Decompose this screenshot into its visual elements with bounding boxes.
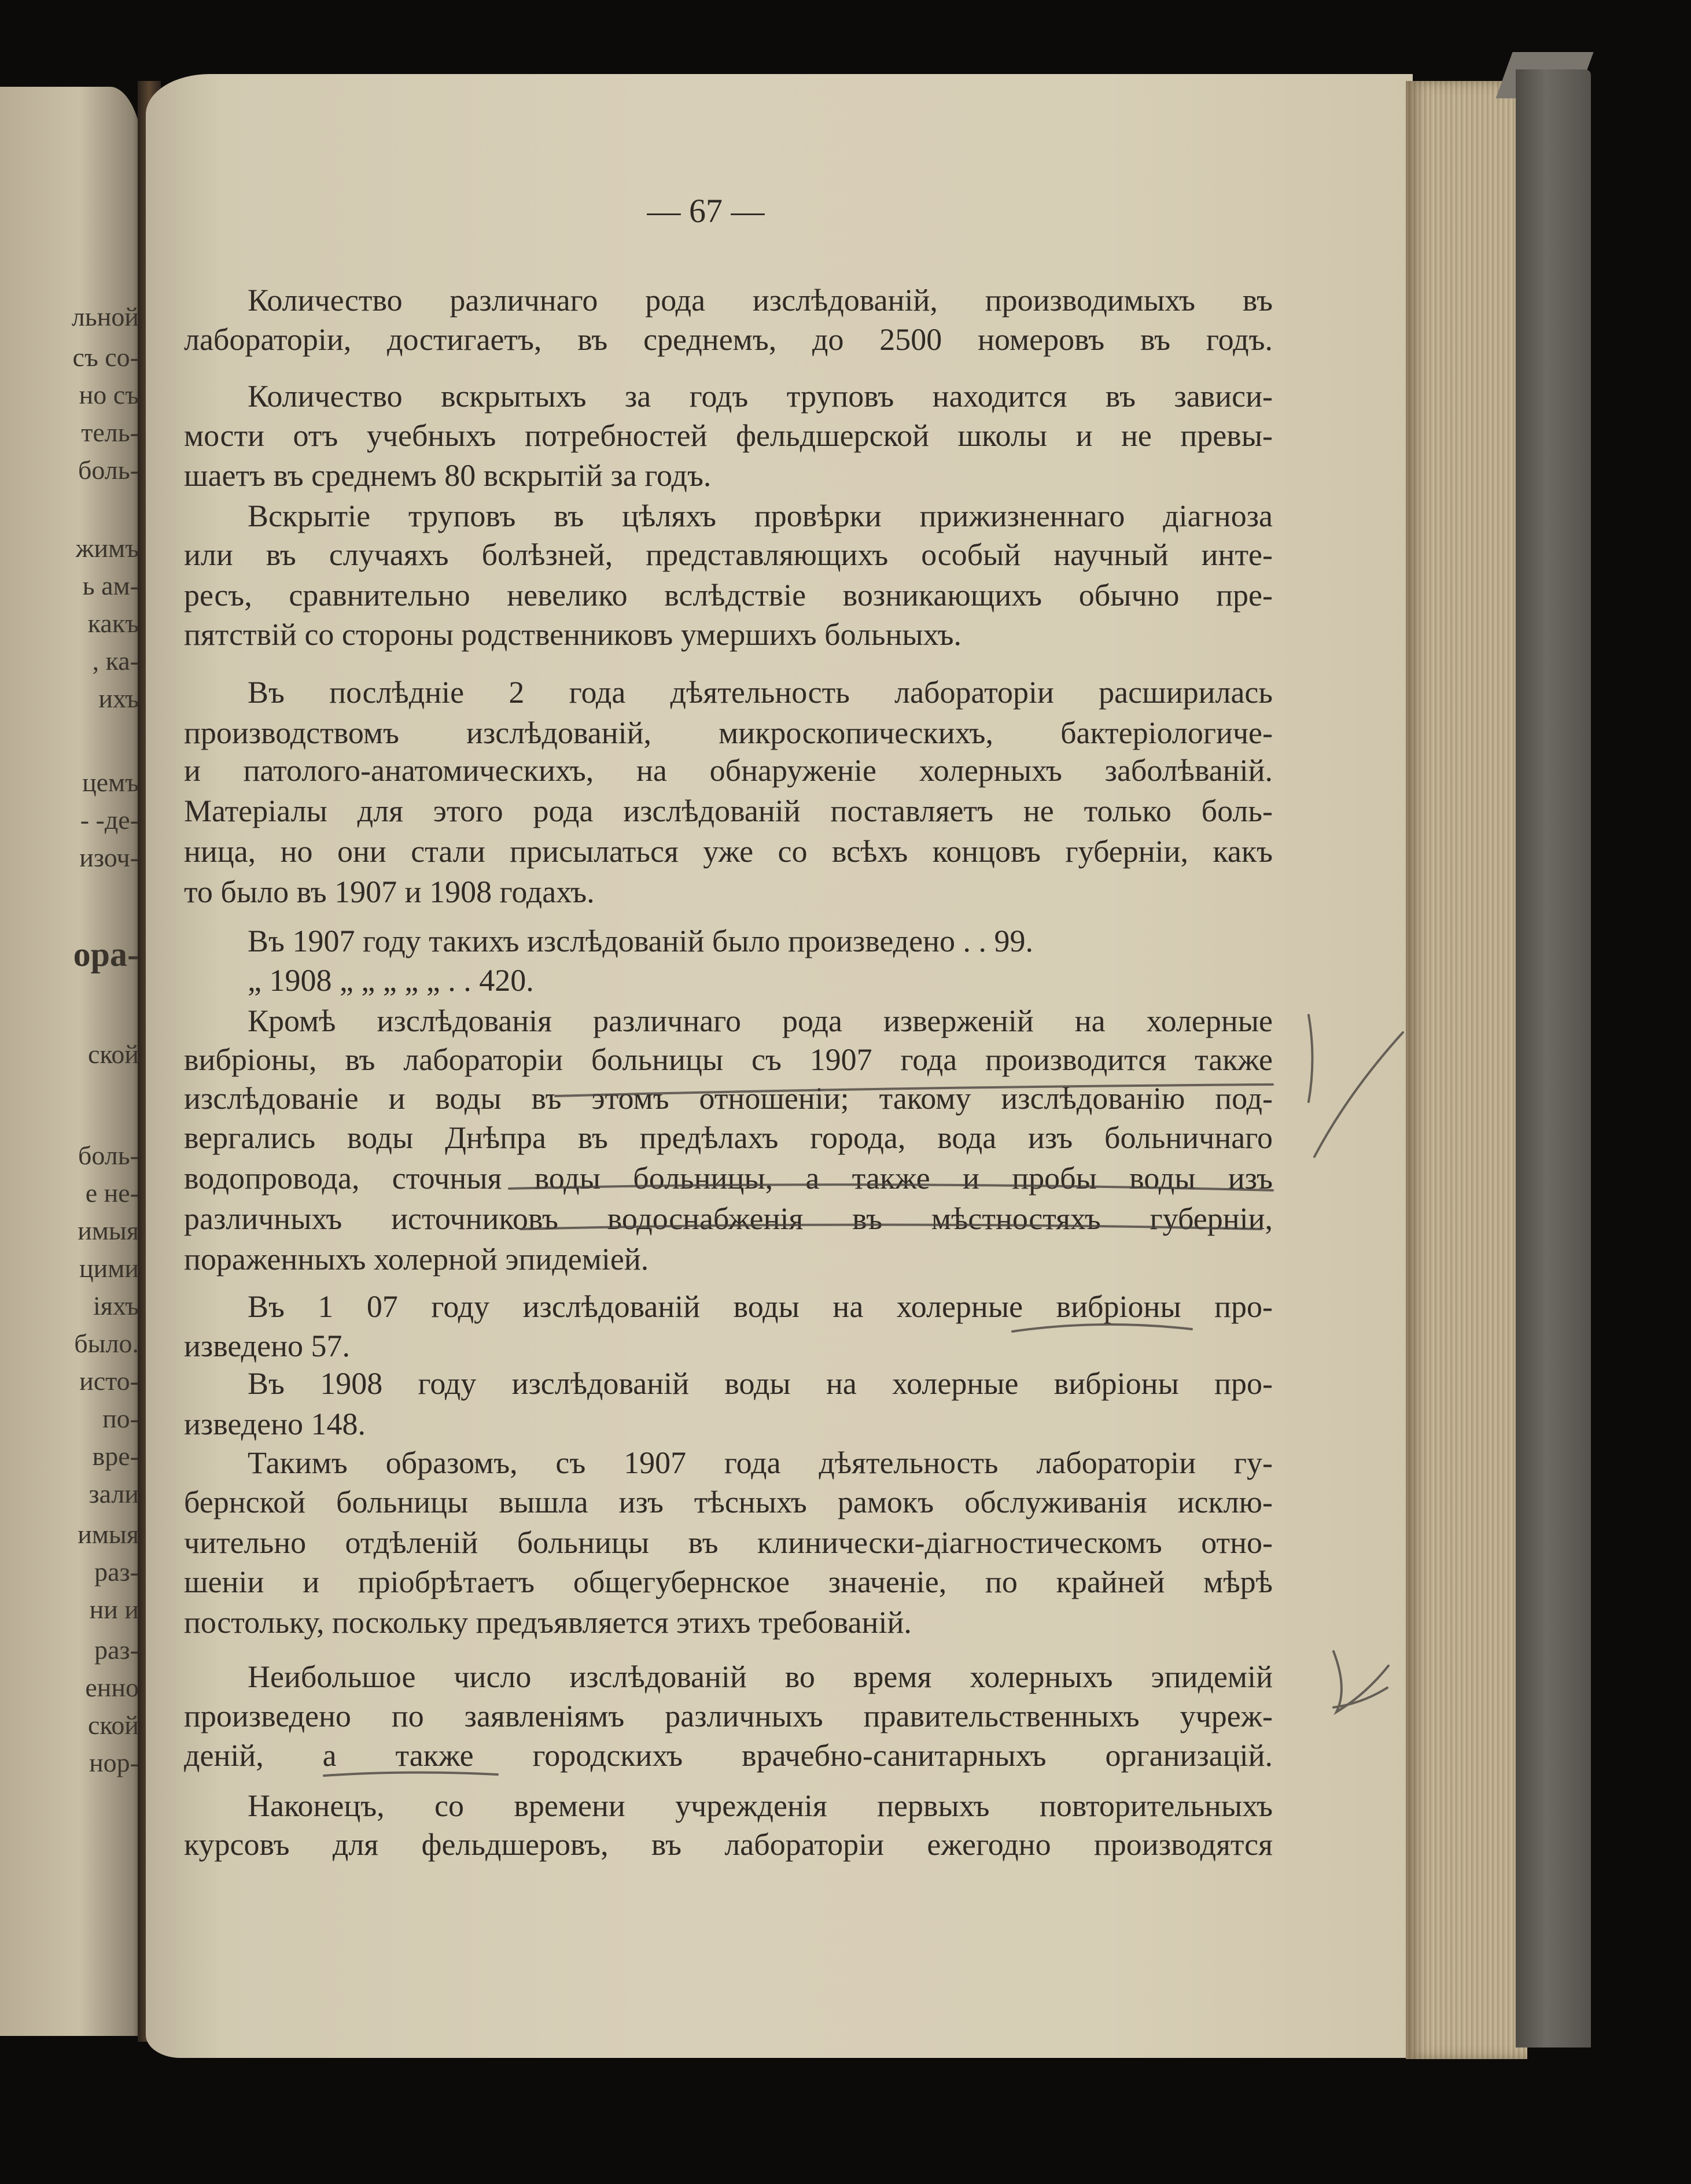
- text-line: деній, а также городскихъ врачебно-санитарныхъ организацій.: [184, 1738, 1273, 1773]
- previous-page-fragment: нор-: [89, 1748, 139, 1777]
- text-line: бернской больницы вышла изъ тѣсныхъ рамокъ обслуживанія исклю-: [184, 1485, 1273, 1519]
- text-line: изведено 57.: [184, 1329, 351, 1363]
- text-line: Матеріалы для этого рода изслѣдованій поставляетъ не только боль-: [184, 794, 1273, 828]
- previous-page-fragment: енно: [85, 1673, 139, 1702]
- text-line: и патолого-анатомическихъ, на обнаруженіе холерныхъ заболѣваній.: [184, 753, 1273, 788]
- previous-page-fragment: ской: [87, 1710, 139, 1740]
- previous-page-fragment: льной: [71, 302, 139, 331]
- previous-page-fragment: имыя: [78, 1216, 139, 1245]
- previous-page-fragment: было.: [74, 1329, 139, 1358]
- text-line: или въ случаяхъ болѣзней, представляющихъ особый научный инте-: [184, 537, 1273, 572]
- previous-page-fragment: ихъ: [98, 684, 139, 713]
- text-line: то было въ 1907 и 1908 годахъ.: [184, 875, 595, 909]
- text-line: пятствій со стороны родственниковъ умершихъ больныхъ.: [184, 617, 962, 652]
- previous-page-fragment: боль-: [78, 455, 139, 485]
- text-line: ница, но они стали присылаться уже со всѣхъ концовъ губерніи, какъ: [184, 834, 1273, 869]
- previous-page-fragment: боль-: [78, 1141, 139, 1170]
- text-line: изслѣдованіе и воды въ этомъ отношеніи; такому изслѣдованію под-: [184, 1081, 1273, 1116]
- text-line: курсовъ для фельдшеровъ, въ лабораторіи ежегодно производятся: [184, 1827, 1273, 1862]
- text-line: Въ 1908 году изслѣдованій воды на холерные вибріоны про-: [248, 1366, 1273, 1401]
- text-line: Количество вскрытыхъ за годъ труповъ находится въ зависи-: [248, 379, 1273, 414]
- previous-page-fragment: зали: [89, 1479, 139, 1508]
- text-line: „ 1908 „ „ „ „ „ . . 420.: [248, 963, 534, 998]
- text-line: Въ 1 07 году изслѣдованій воды на холерные вибріоны про-: [248, 1289, 1273, 1324]
- text-line: постольку, поскольку предъявляется этихъ требованій.: [184, 1605, 912, 1640]
- previous-page-fragment: раз-: [94, 1635, 139, 1665]
- previous-page-fragment: имыя: [78, 1519, 139, 1549]
- previous-page-fragment: вре-: [92, 1441, 139, 1471]
- text-line: производствомъ изслѣдованій, микроскопическихъ, бактеріологиче-: [184, 715, 1273, 750]
- previous-page-fragment: но съ: [79, 380, 139, 410]
- previous-page-fragment: іяхъ: [93, 1291, 139, 1320]
- text-line: лабораторіи, достигаетъ, въ среднемъ, до 2500 номеровъ въ годъ.: [184, 322, 1273, 357]
- text-line: Неибольшое число изслѣдованій во время холерныхъ эпидемій: [248, 1659, 1273, 1694]
- previous-page-fragment: жимъ: [75, 533, 139, 563]
- text-line: различныхъ источниковъ водоснабженія въ мѣстностяхъ губерніи,: [184, 1201, 1273, 1236]
- previous-page-fragment: е не-: [85, 1178, 139, 1208]
- text-line: мости отъ учебныхъ потребностей фельдшерской школы и не превы-: [184, 418, 1273, 453]
- previous-page-fragment: тель-: [81, 418, 139, 447]
- text-line: Количество различнаго рода изслѣдованій, производимыхъ въ: [248, 283, 1273, 318]
- previous-page-fragment: исто-: [79, 1366, 139, 1396]
- previous-page-fragment: какъ: [87, 608, 139, 638]
- previous-page-fragment: цемъ: [82, 768, 139, 797]
- text-line: Въ послѣдніе 2 года дѣятельность лабораторіи расширилась: [248, 675, 1273, 710]
- previous-page-fragment: раз-: [94, 1557, 139, 1587]
- text-line: вибріоны, въ лабораторіи больницы съ 1907 года производится также: [184, 1042, 1273, 1077]
- text-line: Кромѣ изслѣдованія различнаго рода изверженій на холерные: [248, 1004, 1273, 1038]
- text-line: Въ 1907 году такихъ изслѣдованій было произведено . . 99.: [248, 924, 1033, 958]
- text-line: шеніи и пріобрѣтаетъ общегубернское значеніе, по крайней мѣрѣ: [184, 1565, 1273, 1599]
- previous-page-fragment: изоч-: [79, 843, 139, 872]
- previous-page-fragment: съ со-: [72, 342, 139, 372]
- text-line: вергались воды Днѣпра въ предѣлахъ города, вода изъ больничнаго: [184, 1120, 1273, 1155]
- previous-page-fragment: по-: [102, 1404, 139, 1433]
- previous-page-fragment: ской: [87, 1039, 139, 1069]
- previous-page-fragment: ни и: [89, 1595, 139, 1624]
- text-line: водопровода, сточныя воды больницы, а также и пробы воды изъ: [184, 1161, 1273, 1196]
- text-line: шаетъ въ среднемъ 80 вскрытій за годъ.: [184, 458, 712, 493]
- text-line: ресъ, сравнительно невелико вслѣдствіе возникающихъ обычно пре-: [184, 578, 1273, 613]
- page-number: — 67 —: [647, 192, 765, 230]
- text-line: чительно отдѣленій больницы въ клинически-діагностическомъ отно-: [184, 1525, 1273, 1560]
- previous-page-fragment: , ка-: [92, 646, 139, 676]
- previous-page-fragment: ь ам-: [82, 571, 139, 600]
- previous-page-fragment: цими: [79, 1253, 139, 1283]
- text-line: Такимъ образомъ, съ 1907 года дѣятельность лабораторіи гу-: [248, 1445, 1273, 1480]
- previous-page-fragment: - -де-: [80, 805, 139, 835]
- previous-page-fragment: ора-: [73, 935, 139, 973]
- text-line: пораженныхъ холерной эпидеміей.: [184, 1242, 649, 1277]
- text-line: произведено по заявленіямъ различныхъ правительственныхъ учреж-: [184, 1699, 1273, 1733]
- text-line: Вскрытіе труповъ въ цѣляхъ провѣрки прижизненнаго діагноза: [248, 499, 1273, 533]
- text-line: Наконецъ, со времени учрежденія первыхъ повторительныхъ: [248, 1788, 1273, 1823]
- text-line: изведено 148.: [184, 1407, 366, 1441]
